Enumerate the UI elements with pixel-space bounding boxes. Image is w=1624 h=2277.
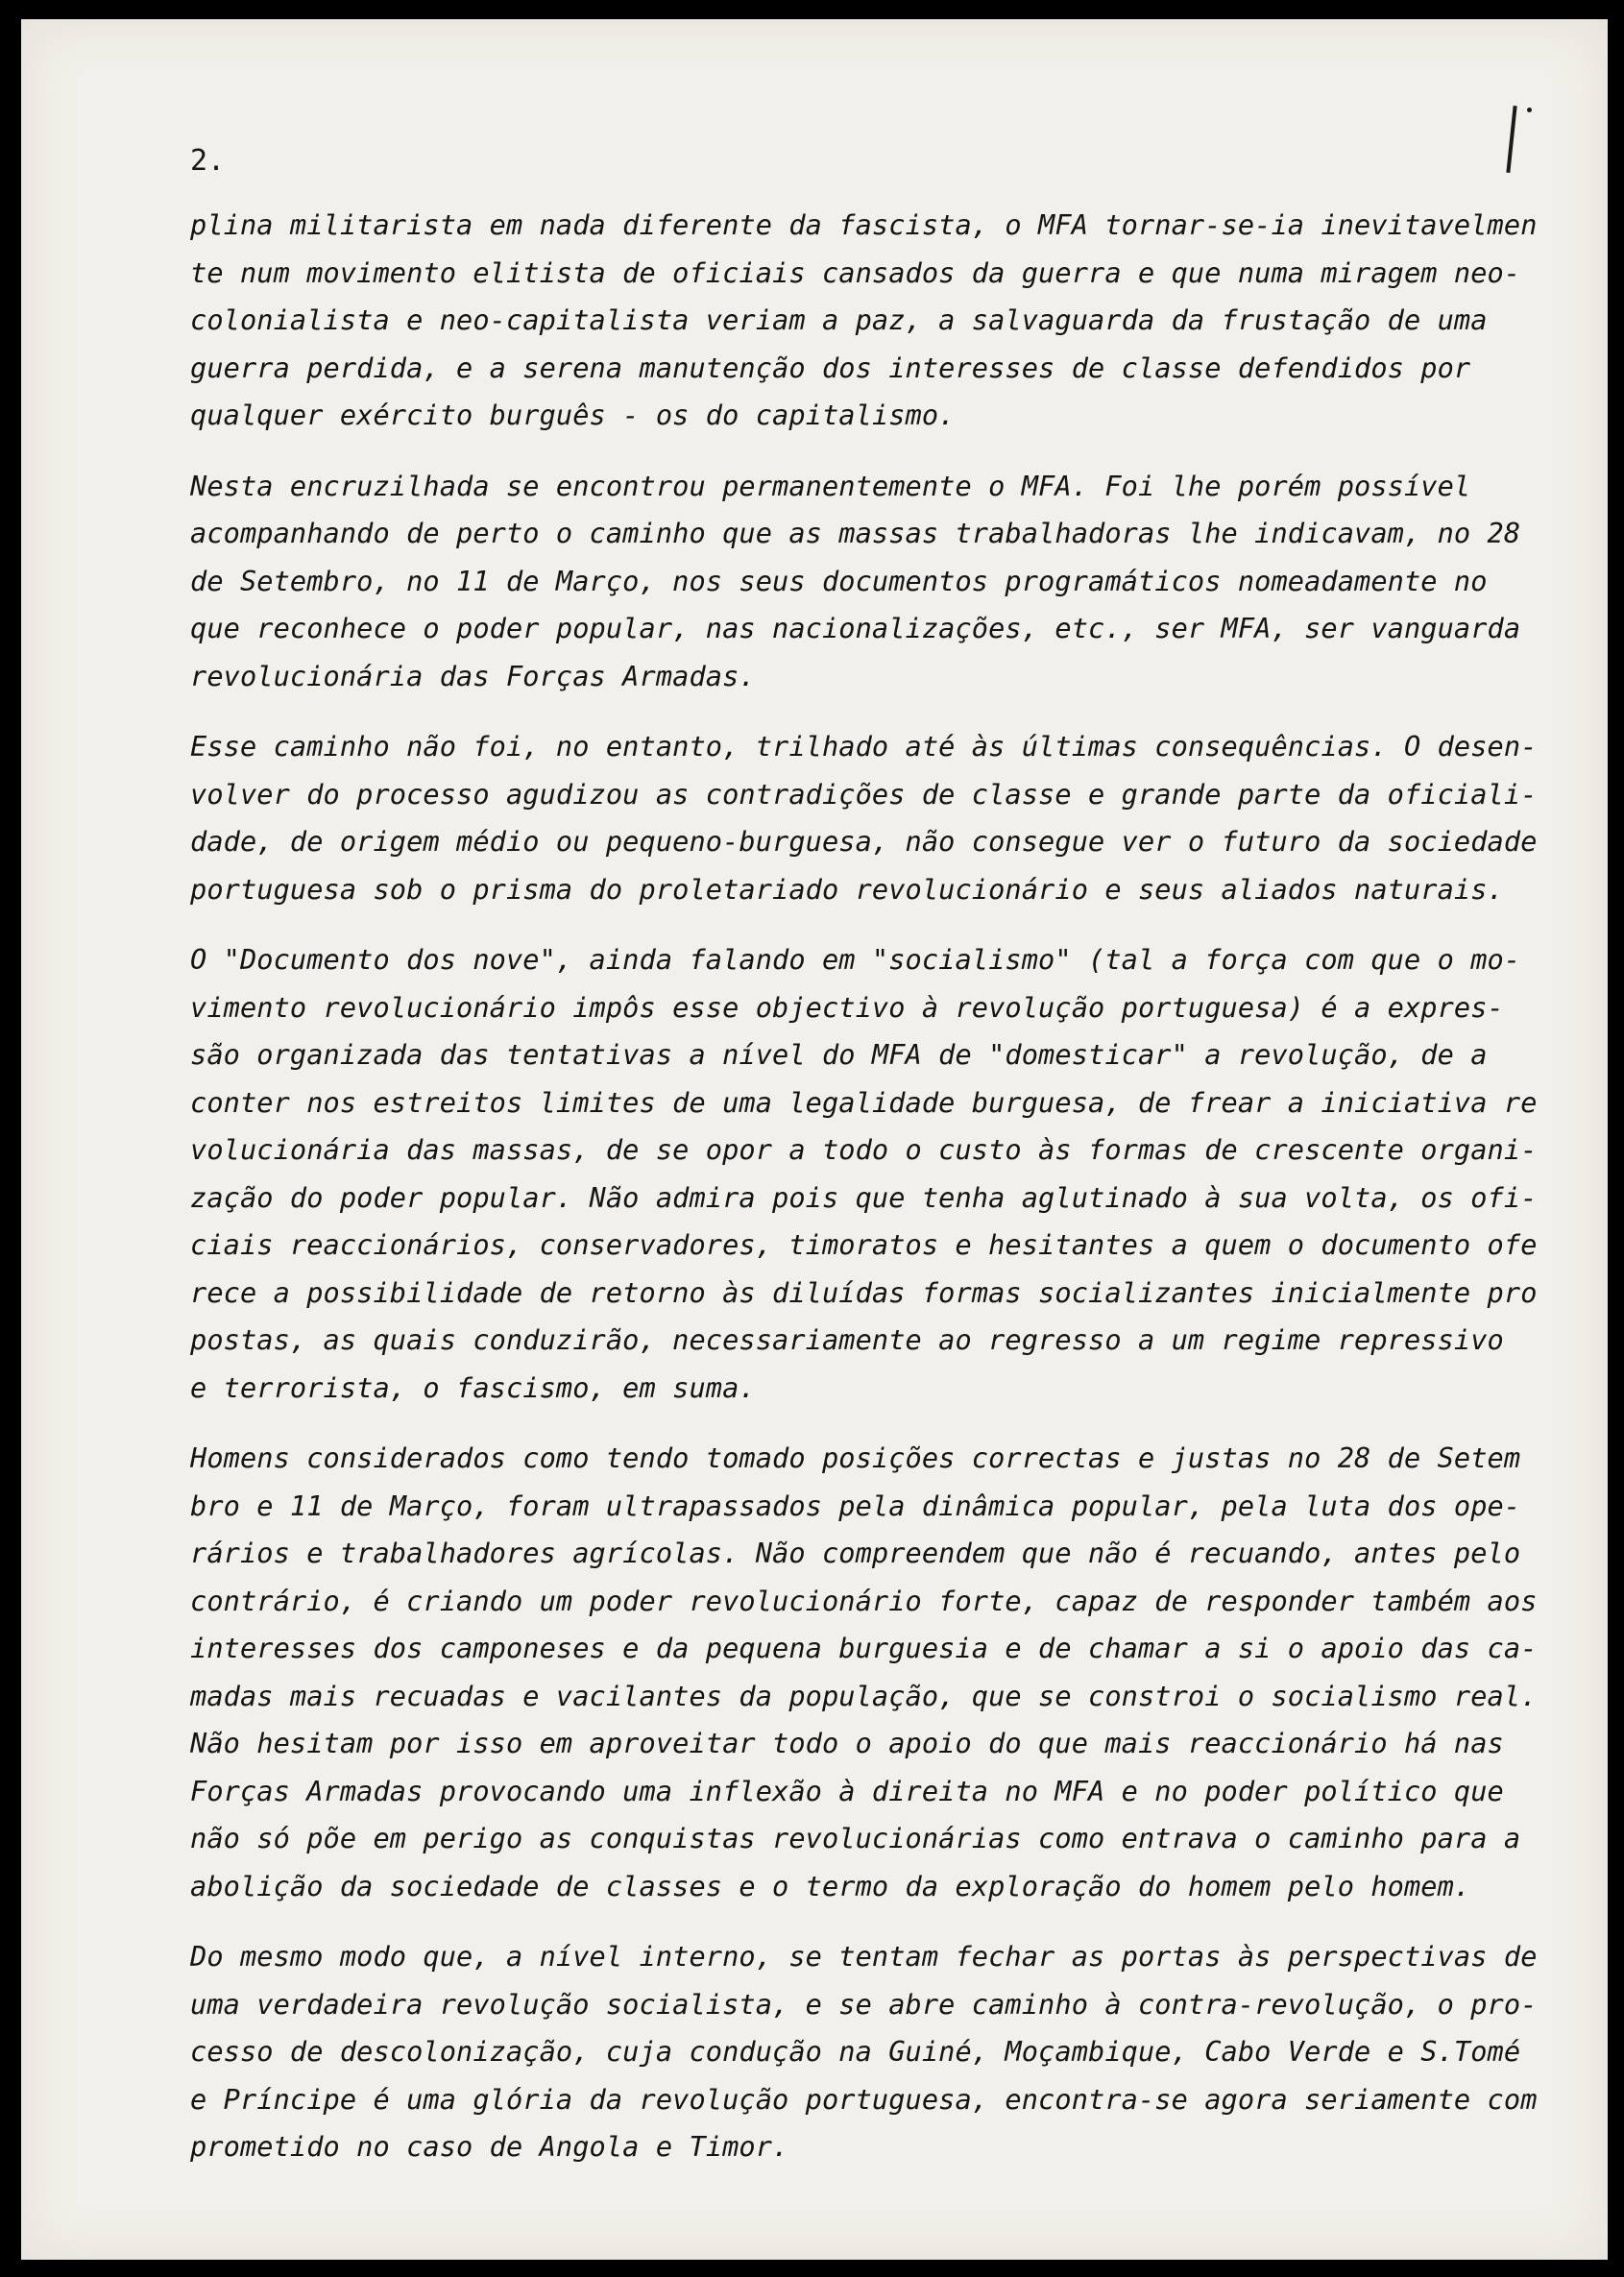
text-line: acompanhando de perto o caminho que as massas trabalhadoras lhe indicavam, no 28 (190, 517, 1521, 549)
text-line: dade, de origem médio ou pequeno-burguesa, não consegue ver o futuro da sociedade (190, 825, 1538, 858)
text-line: Do mesmo modo que, a nível interno, se tentam fechar as portas às perspectivas de (190, 1940, 1538, 1973)
text-line: e terrorista, o fascismo, em suma. (190, 1370, 756, 1404)
paragraph (190, 1435, 1538, 1910)
text-line: conter nos estreitos limites de uma legalidade burguesa, de frear a iniciativa re (190, 1085, 1538, 1119)
text-line: contrário, é criando um poder revolucionário forte, capaz de responder também aos (190, 1584, 1538, 1617)
text-line: de Setembro, no 11 de Março, nos seus documentos programáticos nomeadamente no (190, 564, 1488, 597)
body-text (190, 202, 1538, 2194)
text-line: madas mais recuadas e vacilantes da população, que se constroi o socialismo real. (190, 1679, 1538, 1712)
page-number: 2. (190, 144, 226, 178)
text-line: colonialista e neo-capitalista veriam a paz, a salvaguarda da frustação de uma (190, 303, 1488, 336)
text-line: guerra perdida, e a serena manutenção dos interesses de classe defendidos por (190, 351, 1471, 384)
text-line: prometido no caso de Angola e Timor. (190, 2130, 789, 2163)
text-line: que reconhece o poder popular, nas nacionalizações, etc., ser MFA, ser vanguarda (190, 612, 1521, 644)
text-line: postas, as quais conduzirão, necessariamente ao regresso a um regime repressivo (190, 1323, 1504, 1356)
text-line: te num movimento elitista de oficiais cansados da guerra e que numa miragem neo- (190, 255, 1521, 289)
text-line: zação do poder popular. Não admira pois que tenha aglutinado à sua volta, os ofi- (190, 1180, 1538, 1214)
text-line: Homens considerados como tendo tomado posições correctas e justas no 28 de Setem (190, 1441, 1521, 1474)
text-line: rários e trabalhadores agrícolas. Não compreendem que não é recuando, antes pelo (190, 1537, 1521, 1569)
text-line: volver do processo agudizou as contradições de classe e grande parte da oficiali- (190, 777, 1538, 811)
text-line: ciais reaccionários, conservadores, timoratos e hesitantes a quem o documento ofe (190, 1228, 1538, 1261)
text-line: abolição da sociedade de classes e o termo da exploração do homem pelo homem. (190, 1869, 1471, 1902)
text-line: e Príncipe é uma glória da revolução portuguesa, encontra-se agora seriamente com (190, 2082, 1538, 2116)
text-line: Forças Armadas provocando uma inflexão à direita no MFA e no poder político que (190, 1774, 1504, 1807)
paragraph (190, 936, 1538, 1412)
text-line: Não hesitam por isso em aproveitar todo o apoio do que mais reaccionário há nas (190, 1727, 1504, 1759)
text-line: interesses dos camponeses e da pequena burguesia e de chamar a si o apoio das ca- (190, 1632, 1538, 1664)
text-line: não só põe em perigo as conquistas revolucionárias como entrava o caminho para a (190, 1822, 1521, 1854)
text-line: cesso de descolonização, cuja condução na Guiné, Moçambique, Cabo Verde e S.Tomé (190, 2035, 1521, 2068)
text-line: são organizada das tentativas a nível do MFA de "domesticar" a revolução, de a (190, 1038, 1488, 1071)
text-line: portuguesa sob o prisma do proletariado revolucionário e seus aliados naturais. (190, 872, 1504, 906)
text-line: O "Documento dos nove", ainda falando em "socialismo" (tal a força com que o mo- (190, 943, 1521, 976)
paragraph (190, 1933, 1538, 2171)
text-line: uma verdadeira revolução socialista, e se abre caminho à contra-revolução, o pro- (190, 1987, 1538, 2021)
text-line: plina militarista em nada diferente da fascista, o MFA tornar-se-ia inevitavelmen (190, 208, 1538, 241)
text-line: rece a possibilidade de retorno às diluídas formas socializantes inicialmente pro (190, 1275, 1538, 1309)
text-line: qualquer exército burguês - os do capitalismo. (190, 399, 956, 431)
text-line: vimento revolucionário impôs esse objectivo à revolução portuguesa) é a expres- (190, 990, 1504, 1024)
text-line: revolucionária das Forças Armadas. (190, 659, 756, 692)
margin-dot (1527, 108, 1532, 112)
text-line: Nesta encruzilhada se encontrou permanentemente o MFA. Foi lhe porém possível (190, 469, 1471, 502)
paragraph (190, 463, 1521, 701)
text-line: Esse caminho não foi, no entanto, trilhado até às últimas consequências. O desen- (190, 730, 1538, 763)
paragraph (190, 723, 1538, 913)
text-line: bro e 11 de Março, foram ultrapassados pela dinâmica popular, pela luta dos ope- (190, 1489, 1521, 1522)
paragraph (190, 202, 1538, 440)
text-line: volucionária das massas, de se opor a todo o custo às formas de crescente organi- (190, 1133, 1538, 1166)
